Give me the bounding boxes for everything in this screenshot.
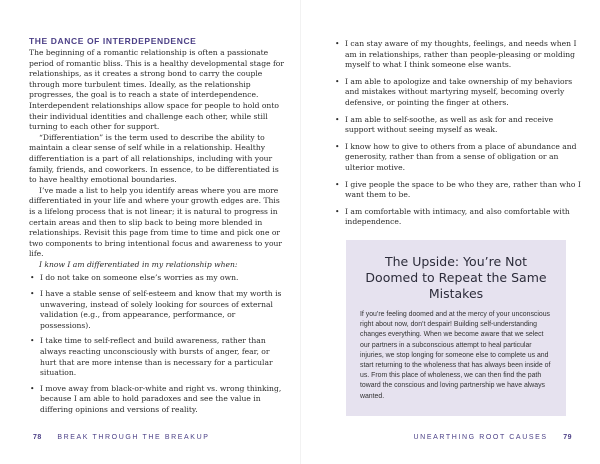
right-footer [414,434,572,441]
page-number-left: 78 [33,434,42,441]
running-head-right: UNEARTHING ROOT CAUSES [413,434,548,441]
list-item: • I am comfortable with intimacy, and also comfortable with independence. [335,206,570,227]
running-head-left: BREAK THROUGH THE BREAKUP [57,434,210,441]
upside-sidebar [346,240,566,416]
bullet-icon: • [335,39,340,48]
page-number-right: 79 [563,434,572,441]
differentiation-list-left [29,273,285,415]
list-item: • I take time to self-reflect and build awareness, rather than always reacting unconsciously with bursts of anger, fear, or hurt that are more intense than is necessary for a particular situation. [30,336,273,378]
list-item: • I am able to self-soothe, as well as ask for and receive support without seeing myself as weak. [335,114,554,135]
bullet-icon: • [335,179,340,189]
bullet-icon: • [30,289,35,299]
differentiation-list-right [334,39,582,228]
sidebar-title: The Upside: You’re Not Doomed to Repeat the Same Mistakes [365,254,547,301]
right-page [334,36,582,234]
section-heading: THE DANCE OF INTERDEPENDENCE [29,36,197,46]
bullet-icon: • [335,141,340,151]
bullet-icon: • [335,206,340,216]
body-paragraph-2: “Differentiation” is the term used to describe the ability to maintain a clear sense of self while in a relationship. Healthy differentiation is a part of all relationships, including with your family, friends, and coworkers. In essence, to be differentiated is to have healthy emotional boundaries. [29,132,279,185]
left-page [29,36,285,421]
bullet-icon: • [335,76,340,86]
list-item: • I can stay aware of my thoughts, feelings, and needs when I am in relationships, rather than people-pleasing or molding myself to what I think someone else wants. [335,39,577,70]
body-paragraph-3: I’ve made a list to help you identify areas where you are more differentiated in your life and where your growth edges are. This is a lifelong process that is not linear; it is natural to progress in certain areas and then to slip back to being more blended in relationships. Revisit this page from time to time and pick one or two components to bring intentional focus and awareness to your life. [29,185,283,259]
sidebar-body: If you’re feeling doomed and at the mercy of your unconscious right about now, don’t despair! Building self-understanding changes everything. When we become aware that we select our partners in a subconscious attempt to heal particular injuries, we stop longing for someone else to complete us and start returning to the wholeness that has always been inside of us. From this place of wholeness, we can then find the path toward the conscious and loving partnership we have always wanted. [360,311,551,400]
list-item: • I know how to give to others from a place of abundance and generosity, rather than from a sense of obligation or an ulterior motive. [335,141,577,172]
list-item: • I am able to apologize and take ownership of my behaviors and mistakes without martyring myself, becoming overly defensive, or pointing the finger at others. [335,76,573,107]
body-paragraph-1: The beginning of a romantic relationship is often a passionate period of romantic bliss. This is a healthy developmental stage for relationships, as it creates a strong bond to carry the couple through more turbulent times. Ideally, as the relationship progresses, the goal is to reach a state of interdependence. Interdependent relationships allow space for people to hold onto their individual identities and challenge each other, while still turning to each other for support. [29,48,284,132]
bullet-icon: • [30,336,35,346]
bullet-icon: • [335,114,340,124]
list-item: • I give people the space to be who they are, rather than who I want them to be. [335,179,581,200]
bullet-icon: • [30,383,35,393]
list-item: • I move away from black-or-white and right vs. wrong thinking, because I am able to hold paradoxes and see the value in differing opinions and versions of reality. [30,383,282,414]
list-lead-in: I know I am differentiated in my relationship when: [39,259,238,269]
list-item: • I do not take on someone else’s worries as my own. [30,273,239,283]
list-item: • I have a stable sense of self-esteem and know that my worth is unwavering, instead of solely looking for sources of external validation (e.g., from appearance, performance, or possessions). [30,289,282,330]
book-gutter [300,0,301,464]
bullet-icon: • [30,273,35,283]
left-footer [33,434,210,441]
